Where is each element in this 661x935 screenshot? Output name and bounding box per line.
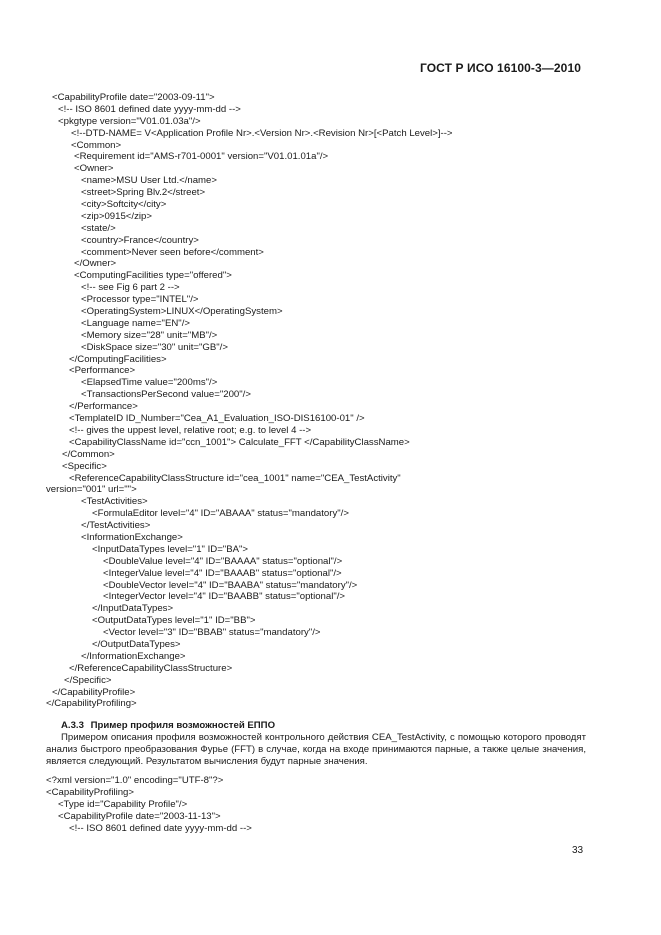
code-line: <ElapsedTime value="200ms"/> (81, 377, 218, 389)
section-title: Пример профиля возможностей ЕППО (90, 720, 276, 731)
code-line: <!--DTD-NAME= V<Application Profile Nr>.<Version Nr>.<Revision Nr>[<Patch Level>]--> (71, 127, 453, 139)
code-line: version="001" url=""> (46, 484, 137, 496)
code-line: <Memory size="28" unit="MB"/> (81, 329, 218, 341)
section-number: А.3.3 (61, 720, 84, 731)
code-line: <name>MSU User Ltd.</name> (81, 175, 217, 187)
code-line: </Owner> (74, 258, 117, 270)
code-line: <Language name="EN"/> (81, 317, 190, 329)
code-line: <OutputDataTypes level="1" ID="BB"> (92, 615, 256, 627)
code-line: </CapabilityProfile> (52, 686, 136, 698)
code-line: </InformationExchange> (81, 650, 186, 662)
xml-code-block-2 (0, 775, 661, 834)
code-line: <pkgtype version="V01.01.03a"/> (58, 115, 201, 127)
code-line: <state/> (81, 222, 116, 234)
code-line: <ComputingFacilities type="offered"> (74, 270, 232, 282)
code-line: <TestActivities> (81, 496, 148, 508)
code-line: </ReferenceCapabilityClassStructure> (69, 662, 233, 674)
code-line: <?xml version="1.0" encoding="UTF-8"?> (46, 775, 224, 786)
section-paragraph: Примером описания профиля возможностей контрольного действия CEA_TestActivity, с помощью которого проводят анализ быстрого преобразования Фурье (FFT) в случае, когда на входе принимаются парные, а также целые значения, является следующий. Результатом вычисления будут парные значения. (46, 732, 586, 767)
code-line: <Performance> (69, 365, 136, 377)
document-header: ГОСТ Р ИСО 16100-3—2010 (419, 61, 581, 75)
code-line: </Performance> (69, 401, 138, 413)
code-line: <comment>Never seen before</comment> (81, 246, 264, 258)
code-line: <Vector level="3" ID="BBAB" status="mandatory"/> (103, 627, 321, 639)
code-line: <CapabilityProfiling> (46, 786, 134, 798)
code-line: <ReferenceCapabilityClassStructure id="cea_1001" name="CEA_TestActivity" (69, 472, 401, 484)
code-line: <Processor type="INTEL"/> (81, 294, 199, 306)
code-line: <Owner> (74, 163, 114, 175)
code-line: <Type id="Capability Profile"/> (58, 798, 188, 810)
code-line: <Requirement id="AMS-r701-0001" version="V01.01.01a"/> (74, 151, 329, 163)
code-line: </CapabilityProfiling> (46, 698, 137, 710)
code-line: </ComputingFacilities> (69, 353, 167, 365)
xml-code-block (0, 92, 661, 710)
code-line: <DoubleValue level="4" ID="BAAAA" status="optional"/> (103, 555, 343, 567)
code-line: <IntegerVector level="4" ID="BAABB" status="optional"/> (103, 591, 346, 603)
code-line: <CapabilityProfile date="2003-11-13"> (58, 810, 221, 822)
section-heading (61, 720, 586, 732)
code-line: <CapabilityClassName id="ccn_1001"> Calculate_FFT </CapabilityClassName> (69, 436, 410, 448)
code-line: <TransactionsPerSecond value="200"/> (81, 389, 251, 401)
code-line: <InputDataTypes level="1" ID="BA"> (92, 543, 249, 555)
code-line: </OutputDataTypes> (92, 638, 181, 650)
code-line: <DoubleVector level="4" ID="BAABA" status="mandatory"/> (103, 579, 358, 591)
code-line: <CapabilityProfile date="2003-09-11"> (52, 92, 215, 103)
code-line: <DiskSpace size="30" unit="GB"/> (81, 341, 228, 353)
section-a33 (46, 720, 586, 768)
code-line: <country>France</country> (81, 234, 199, 246)
code-line: <IntegerValue level="4" ID="BAAAB" status="optional"/> (103, 567, 342, 579)
code-line: <!-- see Fig 6 part 2 --> (81, 282, 180, 294)
code-line: </Specific> (64, 674, 112, 686)
code-line: </InputDataTypes> (92, 603, 174, 615)
code-line: <FormulaEditor level="4" ID="ABAAA" status="mandatory"/> (92, 508, 349, 520)
page-number: 33 (572, 845, 584, 856)
code-line: <!-- ISO 8601 defined date yyyy-mm-dd --> (58, 103, 241, 115)
code-line: <Common> (71, 139, 122, 151)
code-line: <OperatingSystem>LINUX</OperatingSystem> (81, 306, 283, 318)
code-line: <!-- ISO 8601 defined date yyyy-mm-dd --> (69, 822, 252, 834)
code-line: </Common> (62, 448, 115, 460)
code-line: <zip>0915</zip> (81, 210, 152, 222)
code-line: <TemplateID ID_Number="Cea_A1_Evaluation_ISO-DIS16100-01" /> (69, 413, 365, 425)
code-line: <!-- gives the uppest level, relative root; e.g. to level 4 --> (69, 424, 312, 436)
code-line: <InformationExchange> (81, 531, 183, 543)
code-line: <city>Softcity</city> (81, 199, 167, 211)
code-line: <street>Spring Blv.2</street> (81, 187, 206, 199)
code-line: <Specific> (62, 460, 107, 472)
code-line: </TestActivities> (81, 520, 151, 532)
